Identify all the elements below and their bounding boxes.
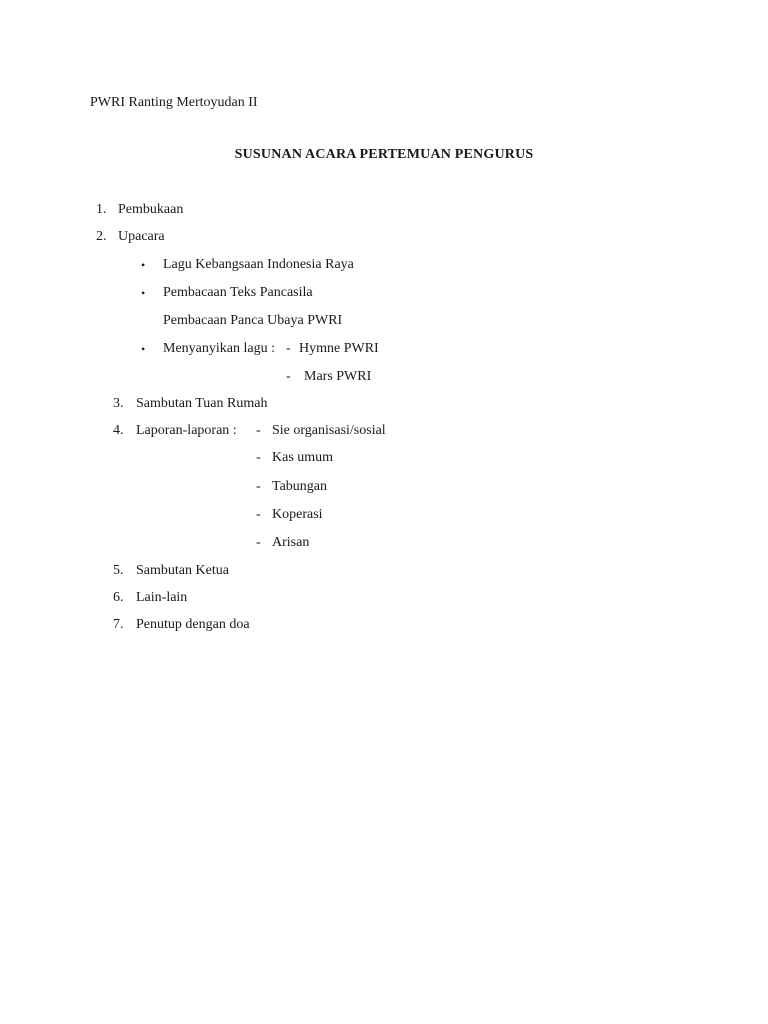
organization-line: PWRI Ranting Mertoyudan II xyxy=(90,95,258,110)
dash-marker: - xyxy=(256,479,261,494)
item-number: 2. xyxy=(96,229,107,244)
item-label: Sambutan Tuan Rumah xyxy=(136,396,268,411)
subitem-songs-label: Menyanyikan lagu : xyxy=(163,341,275,356)
document-title: SUSUNAN ACARA PERTEMUAN PENGURUS xyxy=(234,147,534,162)
subitem-anthem: Lagu Kebangsaan Indonesia Raya xyxy=(163,257,354,272)
laporan-subitem: Tabungan xyxy=(272,479,328,494)
song-hymne: Hymne PWRI xyxy=(299,341,379,356)
item-number: 5. xyxy=(113,563,124,578)
item-label: Laporan-laporan : xyxy=(136,423,237,438)
item-number: 3. xyxy=(113,396,124,411)
laporan-subitem: Koperasi xyxy=(272,507,323,522)
laporan-subitem: Kas umum xyxy=(272,450,334,465)
item-label: Penutup dengan doa xyxy=(136,617,250,632)
dash-marker: - xyxy=(256,423,261,438)
item-label: Upacara xyxy=(118,229,165,244)
song-mars: Mars PWRI xyxy=(304,369,372,384)
dash-marker: - xyxy=(256,535,261,550)
item-number: 1. xyxy=(96,202,107,217)
laporan-subitem: Sie organisasi/sosial xyxy=(272,423,386,438)
subitem-panca-ubaya: Pembacaan Panca Ubaya PWRI xyxy=(163,313,343,328)
item-label: Lain-lain xyxy=(136,590,188,605)
bullet-icon: • xyxy=(141,286,146,300)
item-number: 7. xyxy=(113,617,124,632)
dash-marker: - xyxy=(256,450,261,465)
item-label: Sambutan Ketua xyxy=(136,563,229,578)
dash-marker: - xyxy=(256,507,261,522)
item-label: Pembukaan xyxy=(118,202,184,217)
laporan-subitem: Arisan xyxy=(272,535,310,550)
item-number: 4. xyxy=(113,423,124,438)
bullet-icon: • xyxy=(141,342,146,356)
subitem-pancasila: Pembacaan Teks Pancasila xyxy=(163,285,313,300)
dash-marker: - xyxy=(286,341,291,356)
dash-marker: - xyxy=(286,369,291,384)
bullet-icon: • xyxy=(141,258,146,272)
item-number: 6. xyxy=(113,590,124,605)
